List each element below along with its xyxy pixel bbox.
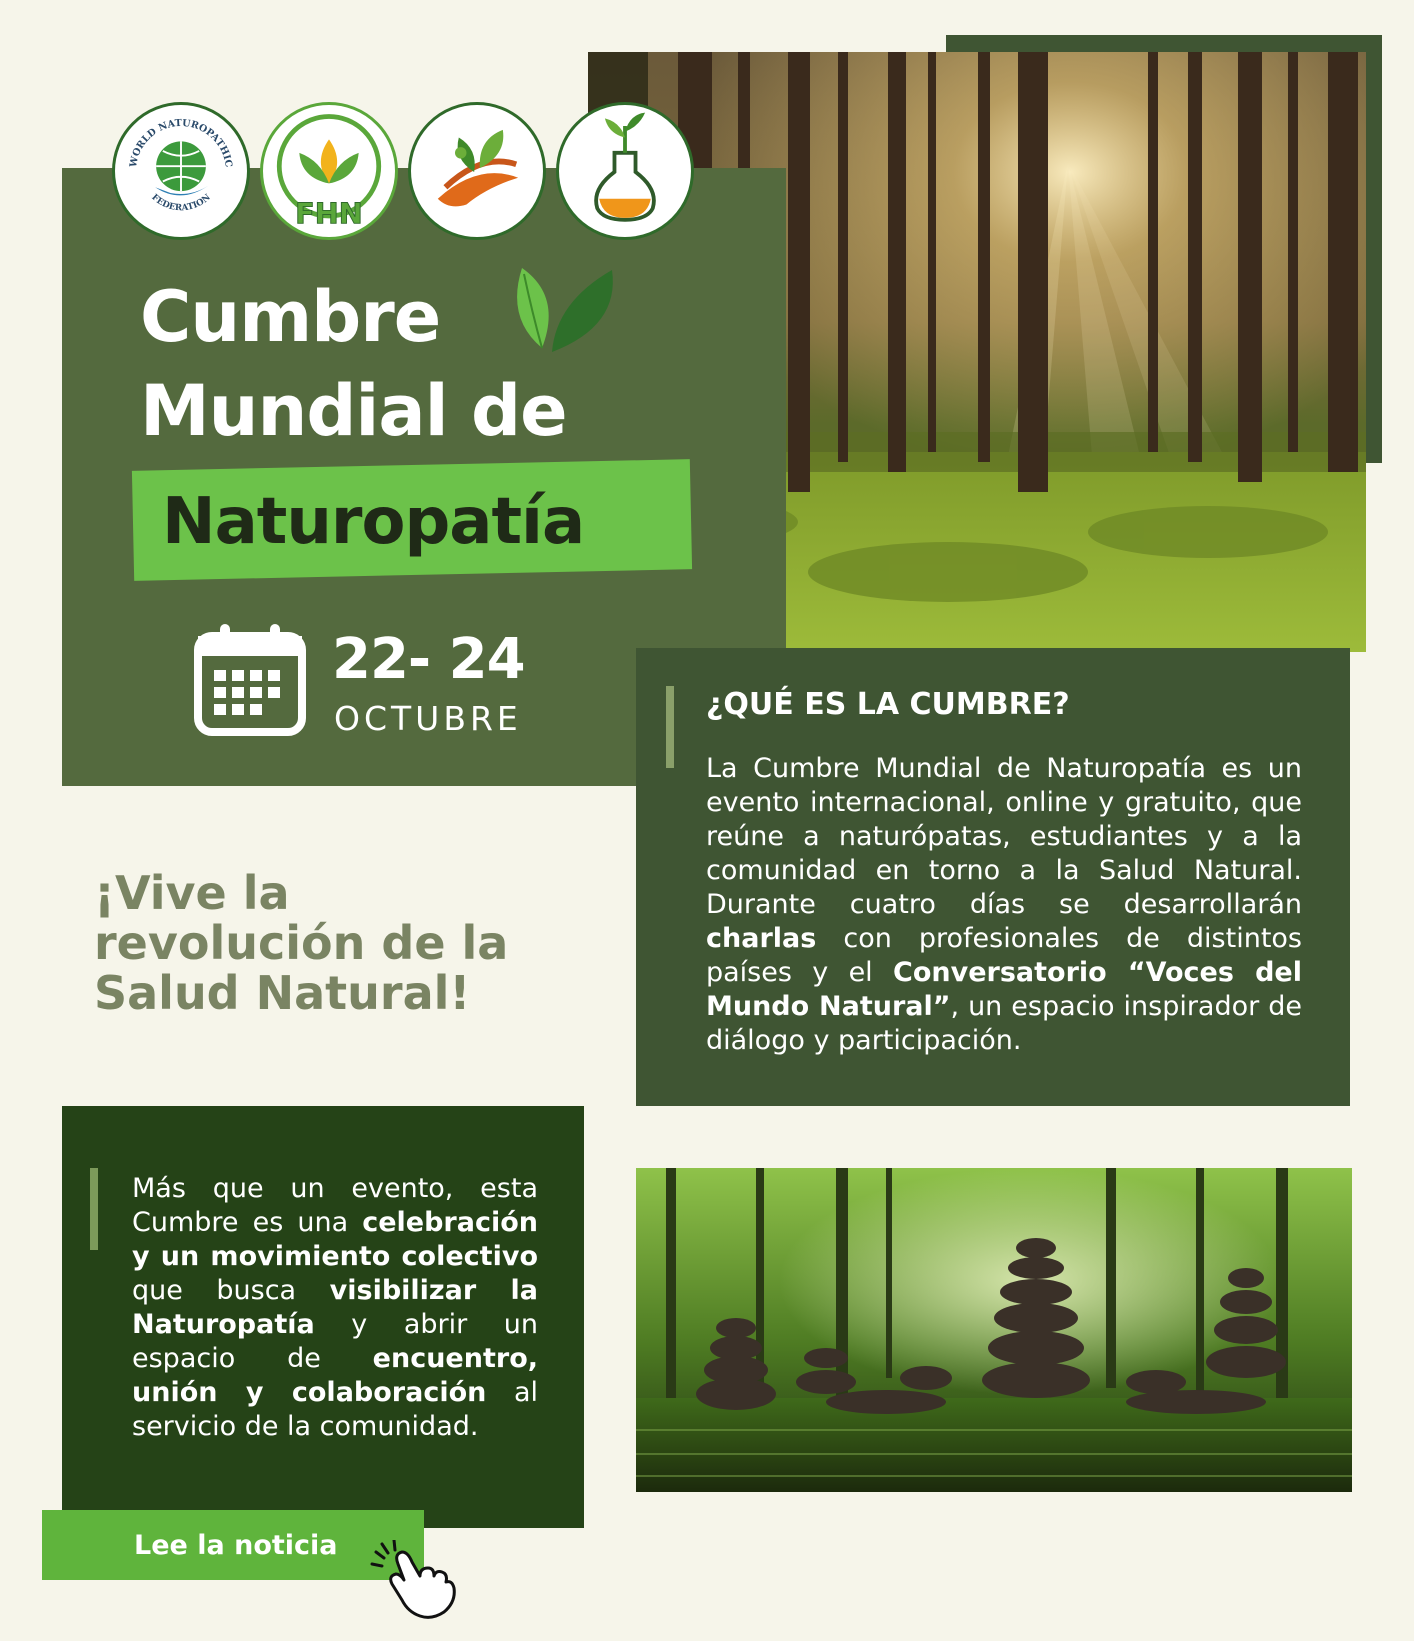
river-stones-photo <box>636 1168 1352 1492</box>
read-news-button[interactable] <box>42 1510 424 1580</box>
world-naturopathic-federation-logo <box>112 102 250 240</box>
mission-paragraph: Más que un evento, esta Cumbre es una celebración y un movimiento colectivo que busca visibilizar la Naturopatía y abrir un espacio de encuentro, unión y colaboración al servicio de la comunidad. <box>132 1173 538 1442</box>
svg-text:FEDERATION: FEDERATION <box>149 192 213 214</box>
title-line-1: Cumbre <box>140 276 441 358</box>
date-month: OCTUBRE <box>334 699 522 738</box>
date-range: 22- 24 <box>332 627 525 692</box>
pointing-hand-icon <box>368 1540 458 1620</box>
read-news-label: Lee la noticia <box>134 1529 338 1561</box>
svg-text:FHN: FHN <box>295 196 363 231</box>
leaves-icon <box>512 262 622 362</box>
mission-accent-bar <box>90 1168 98 1250</box>
about-heading: ¿QUÉ ES LA CUMBRE? <box>706 687 1070 722</box>
hands-leaves-logo <box>408 102 546 240</box>
title-line-2: Mundial de <box>140 370 567 452</box>
title-highlight: Naturopatía <box>162 485 585 559</box>
calendar-icon <box>192 620 308 738</box>
about-paragraph: La Cumbre Mundial de Naturopatía es un evento internacional, online y gratuito, que reúne a naturópatas, estudiantes y a la comunidad en torno a la Salud Natural. Durante cuatro días se desarrollarán charlas con profesionales de distintos países y el Conversatorio “Voces del Mundo Natural”, un espacio inspirador de diálogo y participación. <box>706 753 1302 1056</box>
tagline: ¡Vive la revolución de la Salud Natural! <box>94 866 509 1020</box>
fhn-logo <box>260 102 398 240</box>
about-accent-bar <box>666 686 674 768</box>
svg-text:WORLD NATUROPATHIC: WORLD NATUROPATHIC <box>128 117 234 169</box>
flask-plant-logo <box>556 102 694 240</box>
partner-logos <box>112 102 694 244</box>
